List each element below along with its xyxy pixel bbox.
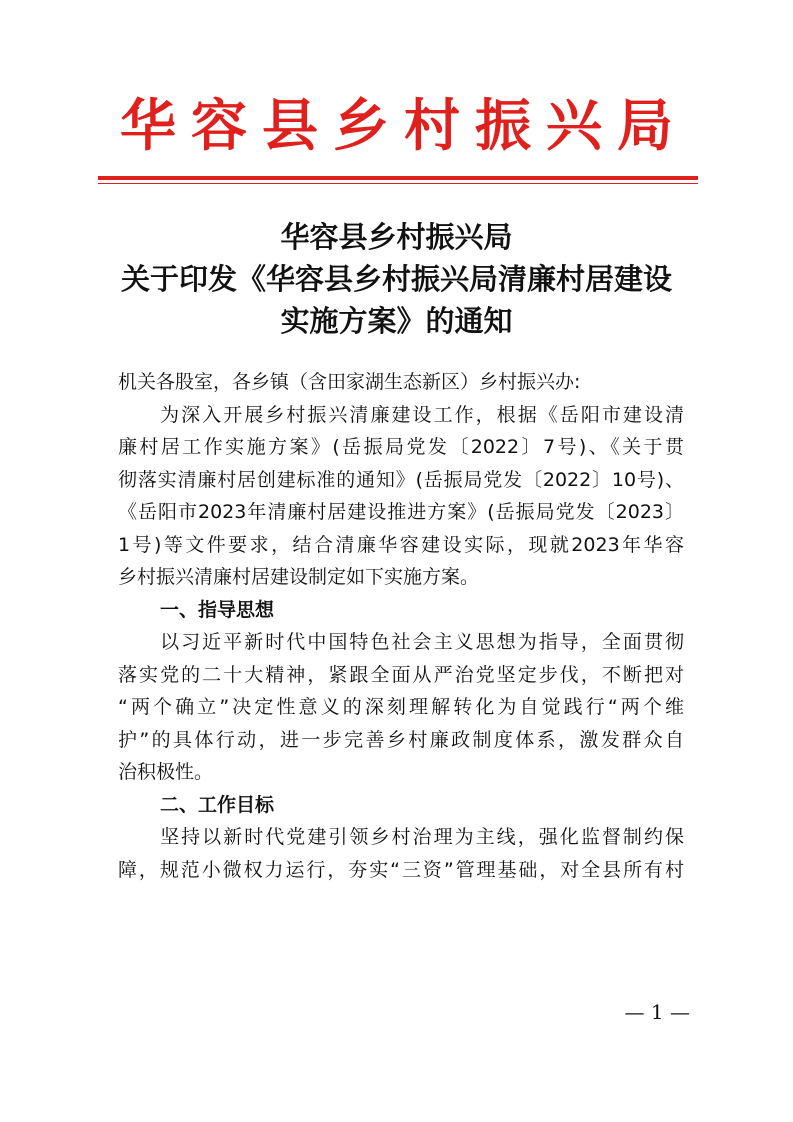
salutation: 机关各股室，各乡镇（含田家湖生态新区）乡村振兴办:: [118, 371, 581, 393]
paragraph-line: 彻落实清廉村居创建标准的通知》(岳振局党发〔2022〕10号)、: [118, 468, 684, 491]
paragraph-line: 为深入开展乡村振兴清廉建设工作，根据《岳阳市建设清: [118, 403, 684, 426]
title-line-3: 实施方案》的通知: [280, 304, 513, 338]
paragraph-line: 1号)等文件要求，结合清廉华容建设实际，现就2023年华容: [118, 533, 684, 556]
paragraph-line: 落实党的二十大精神，紧跟全面从严治党坚定步伐，不断把对: [118, 663, 684, 686]
section-heading-work-goals: 二、工作目标: [160, 793, 275, 816]
masthead-divider-thick: [98, 176, 698, 180]
paragraph-line: 护”的具体行动，进一步完善乡村廉政制度体系，激发群众自: [118, 728, 684, 751]
title-line-2: 关于印发《华容县乡村振兴局清廉村居建设: [120, 262, 672, 296]
paragraph-line: 乡村振兴清廉村居建设制定如下实施方案。: [118, 566, 480, 588]
section-heading-guiding-ideology: 一、指导思想: [160, 598, 275, 621]
paragraph-line: 以习近平新时代中国特色社会主义思想为指导，全面贯彻: [118, 631, 684, 653]
paragraph-line: 廉村居工作实施方案》(岳振局党发〔2022〕7号)、《关于贯: [118, 436, 684, 458]
masthead-org-name: 华容县乡村振兴局: [120, 93, 688, 159]
title-line-1: 华容县乡村振兴局: [280, 220, 513, 254]
masthead-divider-thin: [98, 183, 698, 184]
document-title: [60, 216, 733, 342]
page-number: — 1 —: [624, 1000, 690, 1024]
paragraph-line: 《岳阳市2023年清廉村居建设推进方案》(岳振局党发〔2023〕: [118, 501, 684, 523]
paragraph-line: “两个确立”决定性意义的深刻理解转化为自觉践行“两个维: [118, 696, 684, 718]
paragraph-line: 坚持以新时代党建引领乡村治理为主线，强化监督制约保: [118, 826, 684, 848]
document-body: [118, 366, 684, 886]
paragraph-line: 障，规范小微权力运行，夯实“三资”管理基础，对全县所有村: [118, 858, 684, 881]
paragraph-line: 治积极性。: [118, 761, 214, 783]
